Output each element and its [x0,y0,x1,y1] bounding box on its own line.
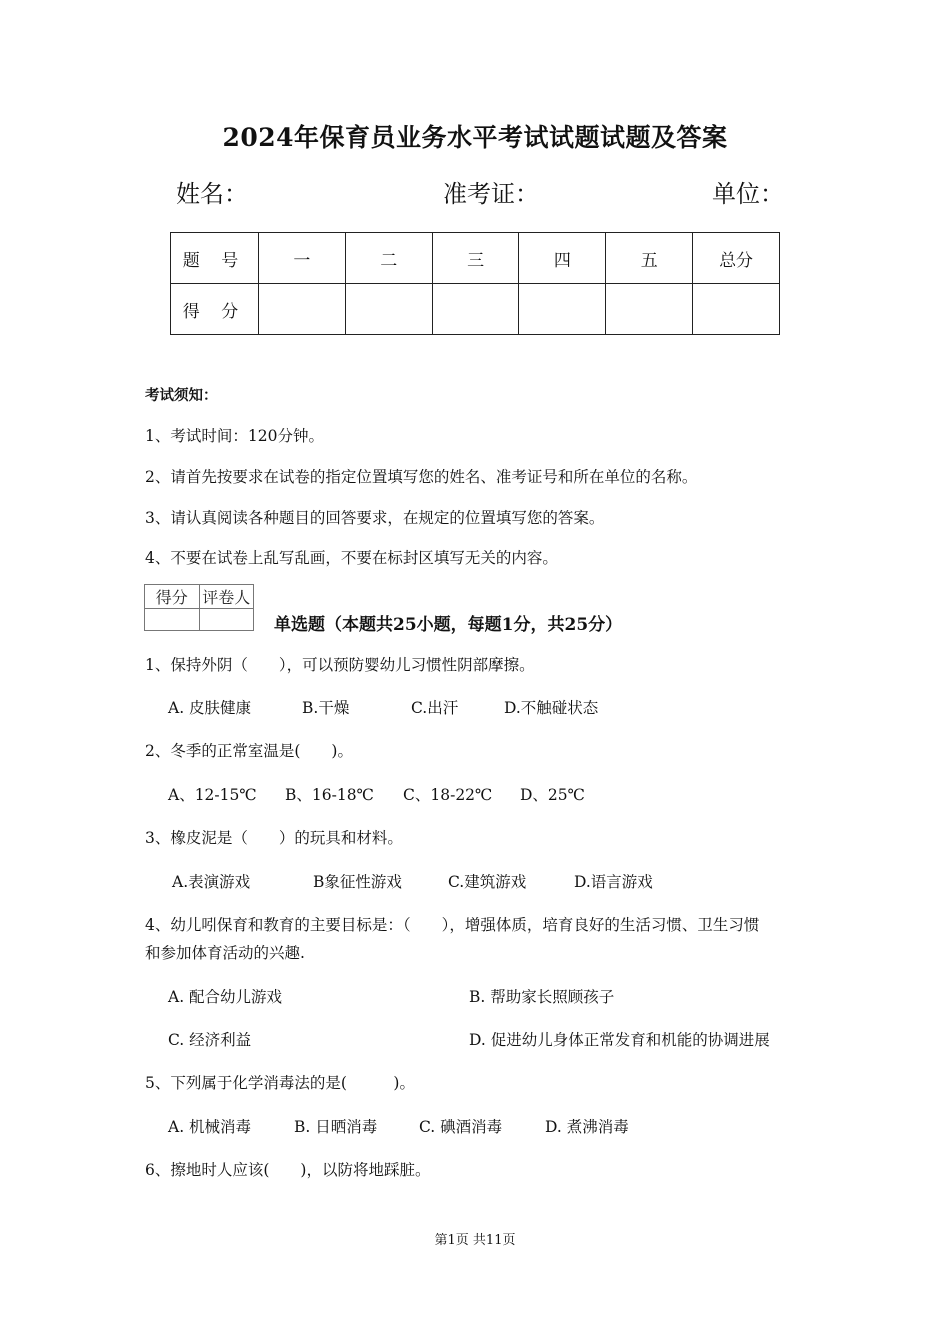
question-stem-continued: 和参加体育活动的兴趣. [145,944,305,962]
option: C、18-22℃ [403,786,493,804]
page-footer: 第1页 共11页 [434,1233,516,1248]
grader-name-cell [199,609,254,631]
option: B.干燥 [302,699,350,717]
grader-box [144,584,254,631]
question-stem: 6、擦地时人应该( )，以防将地踩脏。 [145,1161,431,1179]
option: B、16-18℃ [285,786,374,804]
notice-item: 4、不要在试卷上乱写乱画，不要在标封区填写无关的内容。 [145,549,558,567]
section-title: 单选题（本题共25小题，每题1分，共25分） [274,615,623,635]
score-table-score-row [171,284,780,335]
column-header: 三 [432,233,519,284]
notice-item: 1、考试时间：120分钟。 [145,427,324,445]
option: B. 帮助家长照顾孩子 [469,988,615,1006]
question-stem: 4、幼儿吲保育和教育的主要目标是：（ ），增强体质，培育良好的生活习惯、卫生习惯 [145,916,760,934]
option: B象征性游戏 [313,873,402,891]
page-title: 2024年保育员业务水平考试试题试题及答案 [222,123,728,152]
column-header: 四 [519,233,606,284]
option: A.表演游戏 [172,873,251,891]
option: D、25℃ [520,786,585,804]
grader-score-label: 得分 [145,585,200,609]
question-stem: 1、保持外阴（ ），可以预防婴幼儿习惯性阴部摩擦。 [145,656,535,674]
name-label: 姓名： [176,180,248,208]
question-number-label: 题 号 [171,233,259,284]
notice-item: 2、请首先按要求在试卷的指定位置填写您的姓名、准考证号和所在单位的名称。 [145,468,698,486]
score-cell [259,284,346,335]
option: A. 机械消毒 [168,1118,252,1136]
score-cell [606,284,693,335]
option: D. 促进幼儿身体正常发育和机能的协调进展 [469,1031,770,1049]
option: C. 经济利益 [168,1031,252,1049]
grader-score-cell [145,609,200,631]
score-table-header-row [171,233,780,284]
option: D.语言游戏 [574,873,653,891]
notice-item: 3、请认真阅读各种题目的回答要求，在规定的位置填写您的答案。 [145,509,605,527]
option: B. 日晒消毒 [294,1118,378,1136]
column-header: 二 [345,233,432,284]
question-stem: 2、冬季的正常室温是( )。 [145,742,353,760]
notice-heading: 考试须知： [145,387,218,404]
column-header: 总分 [693,233,780,284]
question-stem: 5、下列属于化学消毒法的是( )。 [145,1074,415,1092]
score-label: 得 分 [171,284,259,335]
question-stem: 3、橡皮泥是（ ）的玩具和材料。 [145,829,403,847]
grader-name-label: 评卷人 [199,585,254,609]
score-cell [693,284,780,335]
column-header: 五 [606,233,693,284]
exam-number-label: 准考证： [443,180,539,208]
score-cell [432,284,519,335]
score-cell [345,284,432,335]
option: C.建筑游戏 [448,873,527,891]
option: C. 碘酒消毒 [419,1118,503,1136]
option: A、12-15℃ [168,786,257,804]
option: D. 煮沸消毒 [545,1118,629,1136]
column-header: 一 [259,233,346,284]
unit-label: 单位： [712,180,784,208]
option: C.出汗 [411,699,459,717]
option: D.不触碰状态 [504,699,599,717]
score-table [170,232,780,335]
option: A. 配合幼儿游戏 [168,988,283,1006]
score-cell [519,284,606,335]
option: A. 皮肤健康 [168,699,252,717]
